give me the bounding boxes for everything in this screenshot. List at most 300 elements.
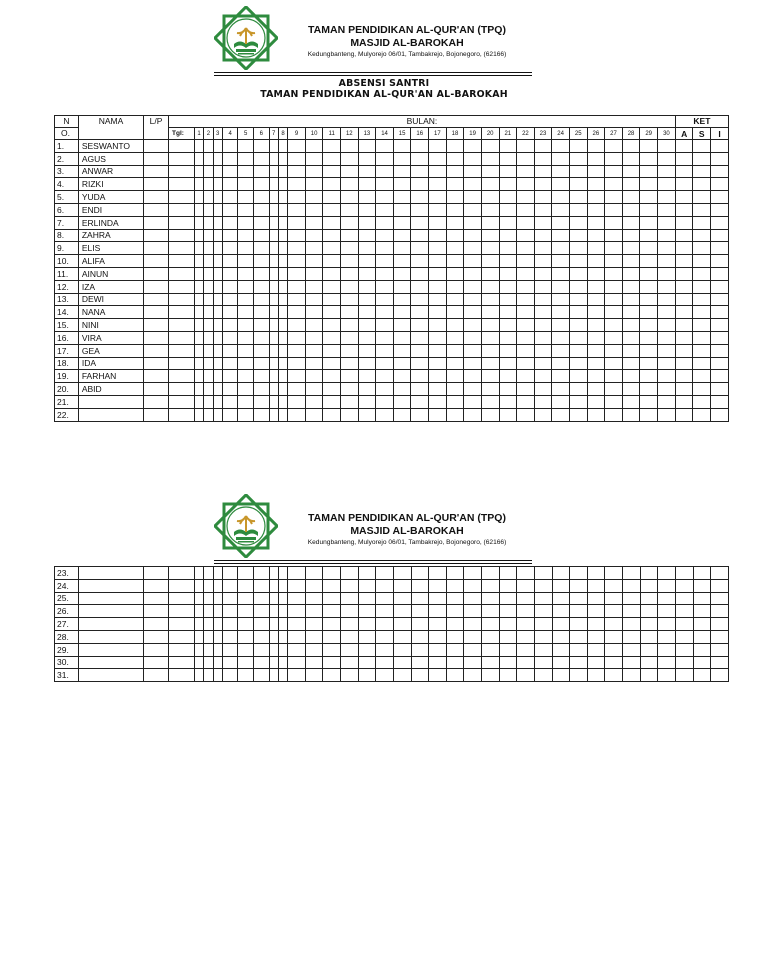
attendance-cell: [376, 293, 394, 306]
day-header-13: 13: [358, 128, 376, 140]
attendance-cell: [393, 618, 411, 631]
attendance-cell: [534, 656, 552, 669]
header-rule: [214, 560, 532, 561]
attendance-cell: [464, 267, 482, 280]
ket-cell: [693, 140, 711, 153]
attendance-cell: [534, 242, 552, 255]
attendance-cell: [376, 592, 394, 605]
attendance-cell: [358, 203, 376, 216]
attendance-cell: [341, 395, 359, 408]
attendance-cell: [222, 643, 238, 656]
attendance-cell: [288, 357, 306, 370]
attendance-cell: [464, 669, 482, 682]
attendance-cell: [305, 306, 323, 319]
attendance-cell: [534, 408, 552, 421]
attendance-cell: [222, 344, 238, 357]
attendance-cell: [534, 267, 552, 280]
tgl-cell: [169, 319, 195, 332]
attendance-cell: [254, 643, 270, 656]
day-header-2: 2: [204, 128, 213, 140]
attendance-cell: [464, 383, 482, 396]
attendance-cell: [464, 229, 482, 242]
attendance-cell: [499, 605, 517, 618]
ket-cell: [711, 280, 729, 293]
attendance-cell: [446, 383, 464, 396]
attendance-cell: [393, 357, 411, 370]
attendance-cell: [323, 152, 341, 165]
attendance-cell: [552, 567, 570, 580]
gender-cell: [144, 344, 169, 357]
tgl-cell: [169, 357, 195, 370]
attendance-cell: [288, 395, 306, 408]
attendance-cell: [534, 319, 552, 332]
attendance-cell: [194, 306, 203, 319]
attendance-cell: [288, 630, 306, 643]
gender-cell: [144, 203, 169, 216]
row-number: 21.: [55, 395, 79, 408]
attendance-cell: [499, 592, 517, 605]
attendance-cell: [341, 370, 359, 383]
attendance-cell: [288, 203, 306, 216]
attendance-cell: [464, 630, 482, 643]
attendance-cell: [411, 191, 429, 204]
attendance-cell: [587, 656, 605, 669]
attendance-cell: [411, 331, 429, 344]
attendance-cell: [204, 669, 213, 682]
attendance-cell: [657, 140, 675, 153]
attendance-cell: [393, 203, 411, 216]
attendance-cell: [341, 152, 359, 165]
day-header-14: 14: [376, 128, 394, 140]
attendance-cell: [464, 306, 482, 319]
table-row: [55, 592, 729, 605]
gender-cell: [144, 229, 169, 242]
attendance-cell: [376, 579, 394, 592]
attendance-cell: [429, 319, 447, 332]
attendance-cell: [464, 344, 482, 357]
attendance-cell: [640, 165, 658, 178]
attendance-cell: [376, 280, 394, 293]
attendance-cell: [376, 152, 394, 165]
attendance-cell: [658, 592, 676, 605]
ket-cell: [711, 383, 729, 396]
attendance-cell: [288, 669, 306, 682]
tgl-cell: [169, 605, 195, 618]
attendance-cell: [517, 370, 535, 383]
attendance-cell: [481, 306, 499, 319]
ket-cell: [711, 630, 729, 643]
student-name: [78, 592, 143, 605]
ket-cell: [693, 229, 711, 242]
attendance-cell: [376, 567, 394, 580]
attendance-cell: [411, 255, 429, 268]
attendance-cell: [517, 567, 535, 580]
gender-cell: [144, 191, 169, 204]
attendance-cell: [253, 242, 269, 255]
attendance-cell: [534, 370, 552, 383]
day-header-18: 18: [446, 128, 464, 140]
attendance-cell: [269, 618, 278, 631]
attendance-cell: [482, 605, 500, 618]
row-number: 30.: [55, 656, 79, 669]
attendance-cell: [429, 643, 447, 656]
attendance-cell: [499, 408, 517, 421]
attendance-cell: [622, 191, 640, 204]
table-row: [55, 579, 729, 592]
attendance-cell: [269, 306, 278, 319]
attendance-cell: [222, 178, 238, 191]
attendance-cell: [288, 383, 306, 396]
attendance-cell: [253, 383, 269, 396]
no-header-2: O.: [55, 128, 79, 140]
attendance-cell: [411, 178, 429, 191]
student-name: [78, 656, 143, 669]
attendance-cell: [278, 605, 287, 618]
student-name: ZAHRA: [78, 229, 143, 242]
table-row: [55, 630, 729, 643]
attendance-cell: [429, 357, 447, 370]
attendance-cell: [253, 280, 269, 293]
attendance-cell: [253, 216, 269, 229]
attendance-cell: [341, 319, 359, 332]
tgl-cell: [169, 643, 195, 656]
gender-cell: [144, 255, 169, 268]
attendance-cell: [517, 229, 535, 242]
attendance-cell: [323, 567, 341, 580]
attendance-cell: [253, 344, 269, 357]
attendance-cell: [253, 255, 269, 268]
attendance-cell: [605, 216, 623, 229]
row-number: 14.: [55, 306, 79, 319]
gender-cell: [144, 152, 169, 165]
attendance-cell: [499, 191, 517, 204]
table-row: [55, 280, 729, 293]
attendance-cell: [278, 242, 287, 255]
attendance-cell: [278, 357, 287, 370]
attendance-cell: [657, 229, 675, 242]
day-header-28: 28: [622, 128, 640, 140]
attendance-cell: [446, 319, 464, 332]
attendance-cell: [552, 203, 570, 216]
ket-cell: [693, 370, 711, 383]
attendance-cell: [305, 280, 323, 293]
day-header-30: 30: [657, 128, 675, 140]
attendance-cell: [323, 267, 341, 280]
attendance-cell: [238, 344, 254, 357]
attendance-cell: [204, 395, 213, 408]
ket-cell: [693, 383, 711, 396]
attendance-cell: [534, 255, 552, 268]
attendance-cell: [482, 643, 500, 656]
attendance-cell: [278, 229, 287, 242]
attendance-cell: [640, 229, 658, 242]
ket-cell: [711, 203, 729, 216]
attendance-cell: [376, 357, 394, 370]
attendance-cell: [640, 267, 658, 280]
attendance-cell: [569, 280, 587, 293]
attendance-cell: [222, 383, 238, 396]
attendance-cell: [204, 618, 213, 631]
attendance-cell: [238, 605, 254, 618]
attendance-cell: [358, 383, 376, 396]
attendance-cell: [278, 579, 287, 592]
attendance-cell: [552, 669, 570, 682]
attendance-cell: [341, 579, 359, 592]
attendance-cell: [393, 395, 411, 408]
attendance-cell: [622, 357, 640, 370]
ket-cell: [693, 656, 711, 669]
attendance-cell: [605, 178, 623, 191]
attendance-cell: [253, 178, 269, 191]
attendance-cell: [222, 229, 238, 242]
attendance-cell: [204, 267, 213, 280]
attendance-cell: [429, 592, 447, 605]
attendance-cell: [570, 643, 588, 656]
attendance-cell: [517, 656, 535, 669]
gender-cell: [144, 592, 169, 605]
attendance-cell: [288, 293, 306, 306]
attendance-cell: [622, 267, 640, 280]
table-row: [55, 319, 729, 332]
attendance-cell: [288, 165, 306, 178]
attendance-cell: [657, 152, 675, 165]
attendance-cell: [464, 370, 482, 383]
attendance-cell: [238, 140, 254, 153]
attendance-cell: [358, 592, 376, 605]
attendance-cell: [341, 618, 359, 631]
row-number: 13.: [55, 293, 79, 306]
attendance-cell: [481, 344, 499, 357]
attendance-cell: [305, 605, 323, 618]
row-number: 25.: [55, 592, 79, 605]
attendance-cell: [411, 306, 429, 319]
attendance-cell: [657, 370, 675, 383]
gender-cell: [144, 267, 169, 280]
attendance-cell: [640, 669, 658, 682]
attendance-cell: [222, 216, 238, 229]
attendance-cell: [569, 344, 587, 357]
gender-cell: [144, 567, 169, 580]
attendance-cell: [411, 579, 429, 592]
attendance-cell: [605, 140, 623, 153]
attendance-cell: [622, 203, 640, 216]
attendance-cell: [569, 140, 587, 153]
attendance-cell: [640, 567, 658, 580]
attendance-cell: [238, 395, 254, 408]
attendance-cell: [411, 630, 429, 643]
attendance-cell: [411, 656, 429, 669]
table-row: [55, 165, 729, 178]
ket-cell: [693, 242, 711, 255]
attendance-cell: [305, 408, 323, 421]
table-row: [55, 203, 729, 216]
attendance-cell: [464, 140, 482, 153]
attendance-cell: [213, 280, 222, 293]
attendance-cell: [393, 178, 411, 191]
attendance-cell: [517, 203, 535, 216]
ket-cell: [711, 178, 729, 191]
attendance-cell: [499, 267, 517, 280]
attendance-cell: [341, 191, 359, 204]
attendance-cell: [640, 383, 658, 396]
attendance-cell: [429, 140, 447, 153]
attendance-cell: [481, 178, 499, 191]
attendance-cell: [657, 178, 675, 191]
attendance-cell: [288, 242, 306, 255]
ket-cell: [711, 242, 729, 255]
attendance-cell: [213, 605, 222, 618]
attendance-cell: [254, 630, 270, 643]
attendance-cell: [429, 280, 447, 293]
attendance-cell: [358, 618, 376, 631]
table-row: [55, 656, 729, 669]
attendance-cell: [517, 344, 535, 357]
attendance-cell: [213, 191, 222, 204]
attendance-cell: [605, 656, 623, 669]
table-row: [55, 229, 729, 242]
ket-cell: [711, 140, 729, 153]
attendance-cell: [213, 567, 222, 580]
attendance-cell: [587, 216, 605, 229]
tgl-cell: [169, 618, 195, 631]
attendance-cell: [204, 592, 213, 605]
attendance-cell: [222, 408, 238, 421]
attendance-cell: [305, 669, 323, 682]
attendance-cell: [623, 605, 641, 618]
attendance-cell: [222, 319, 238, 332]
attendance-cell: [499, 319, 517, 332]
attendance-cell: [640, 203, 658, 216]
attendance-cell: [213, 216, 222, 229]
attendance-cell: [411, 408, 429, 421]
address: Kedungbanteng, Mulyorejo 06/01, Tambakrejo, Bojonegoro, (62166): [307, 51, 507, 58]
attendance-cell: [517, 178, 535, 191]
attendance-cell: [534, 383, 552, 396]
attendance-cell: [411, 140, 429, 153]
attendance-cell: [552, 618, 570, 631]
student-name: ALIFA: [78, 255, 143, 268]
attendance-cell: [517, 242, 535, 255]
row-number: 9.: [55, 242, 79, 255]
attendance-cell: [238, 191, 254, 204]
attendance-cell: [341, 331, 359, 344]
attendance-cell: [269, 630, 278, 643]
attendance-cell: [446, 178, 464, 191]
attendance-cell: [278, 567, 287, 580]
attendance-cell: [569, 216, 587, 229]
attendance-cell: [569, 357, 587, 370]
attendance-cell: [411, 344, 429, 357]
attendance-cell: [623, 630, 641, 643]
attendance-cell: [429, 191, 447, 204]
attendance-cell: [446, 592, 464, 605]
attendance-cell: [481, 383, 499, 396]
address: Kedungbanteng, Mulyorejo 06/01, Tambakrejo, Bojonegoro, (62166): [307, 539, 507, 546]
attendance-cell: [605, 357, 623, 370]
attendance-cell: [605, 370, 623, 383]
attendance-cell: [213, 669, 222, 682]
attendance-cell: [587, 140, 605, 153]
attendance-cell: [222, 579, 238, 592]
mosque-name: MASJID AL-BAROKAH: [350, 37, 464, 49]
attendance-cell: [222, 618, 238, 631]
attendance-cell: [376, 656, 394, 669]
attendance-cell: [605, 669, 623, 682]
attendance-cell: [605, 630, 623, 643]
attendance-cell: [569, 306, 587, 319]
attendance-cell: [446, 229, 464, 242]
attendance-cell: [622, 395, 640, 408]
attendance-cell: [605, 383, 623, 396]
attendance-cell: [358, 408, 376, 421]
attendance-cell: [411, 643, 429, 656]
attendance-cell: [517, 140, 535, 153]
attendance-cell: [534, 203, 552, 216]
attendance-cell: [393, 370, 411, 383]
attendance-cell: [587, 643, 605, 656]
attendance-cell: [305, 592, 323, 605]
gender-cell: [144, 306, 169, 319]
attendance-cell: [213, 140, 222, 153]
attendance-cell: [622, 408, 640, 421]
attendance-cell: [605, 344, 623, 357]
attendance-cell: [213, 203, 222, 216]
attendance-cell: [323, 229, 341, 242]
attendance-cell: [657, 383, 675, 396]
attendance-cell: [376, 319, 394, 332]
day-header-4: 4: [222, 128, 238, 140]
row-number: 26.: [55, 605, 79, 618]
attendance-cell: [253, 408, 269, 421]
attendance-cell: [213, 630, 222, 643]
attendance-cell: [341, 592, 359, 605]
attendance-cell: [464, 579, 482, 592]
ket-cell: [675, 592, 693, 605]
ket-cell: [675, 216, 693, 229]
attendance-cell: [552, 370, 570, 383]
attendance-cell: [278, 191, 287, 204]
attendance-cell: [481, 165, 499, 178]
attendance-cell: [623, 643, 641, 656]
attendance-cell: [269, 203, 278, 216]
attendance-cell: [323, 618, 341, 631]
tgl-cell: [169, 344, 195, 357]
table-row: [55, 178, 729, 191]
day-header-16: 16: [411, 128, 429, 140]
ket-cell: [675, 140, 693, 153]
attendance-cell: [534, 216, 552, 229]
attendance-cell: [305, 267, 323, 280]
student-name: ENDI: [78, 203, 143, 216]
attendance-cell: [623, 592, 641, 605]
attendance-cell: [482, 579, 500, 592]
attendance-cell: [393, 152, 411, 165]
attendance-cell: [587, 293, 605, 306]
attendance-cell: [587, 395, 605, 408]
attendance-cell: [253, 152, 269, 165]
attendance-cell: [587, 370, 605, 383]
attendance-cell: [222, 370, 238, 383]
attendance-cell: [393, 331, 411, 344]
attendance-cell: [658, 656, 676, 669]
attendance-cell: [358, 395, 376, 408]
attendance-cell: [254, 605, 270, 618]
attendance-cell: [288, 370, 306, 383]
attendance-cell: [640, 344, 658, 357]
student-name: RIZKI: [78, 178, 143, 191]
row-number: 28.: [55, 630, 79, 643]
attendance-cell: [213, 395, 222, 408]
